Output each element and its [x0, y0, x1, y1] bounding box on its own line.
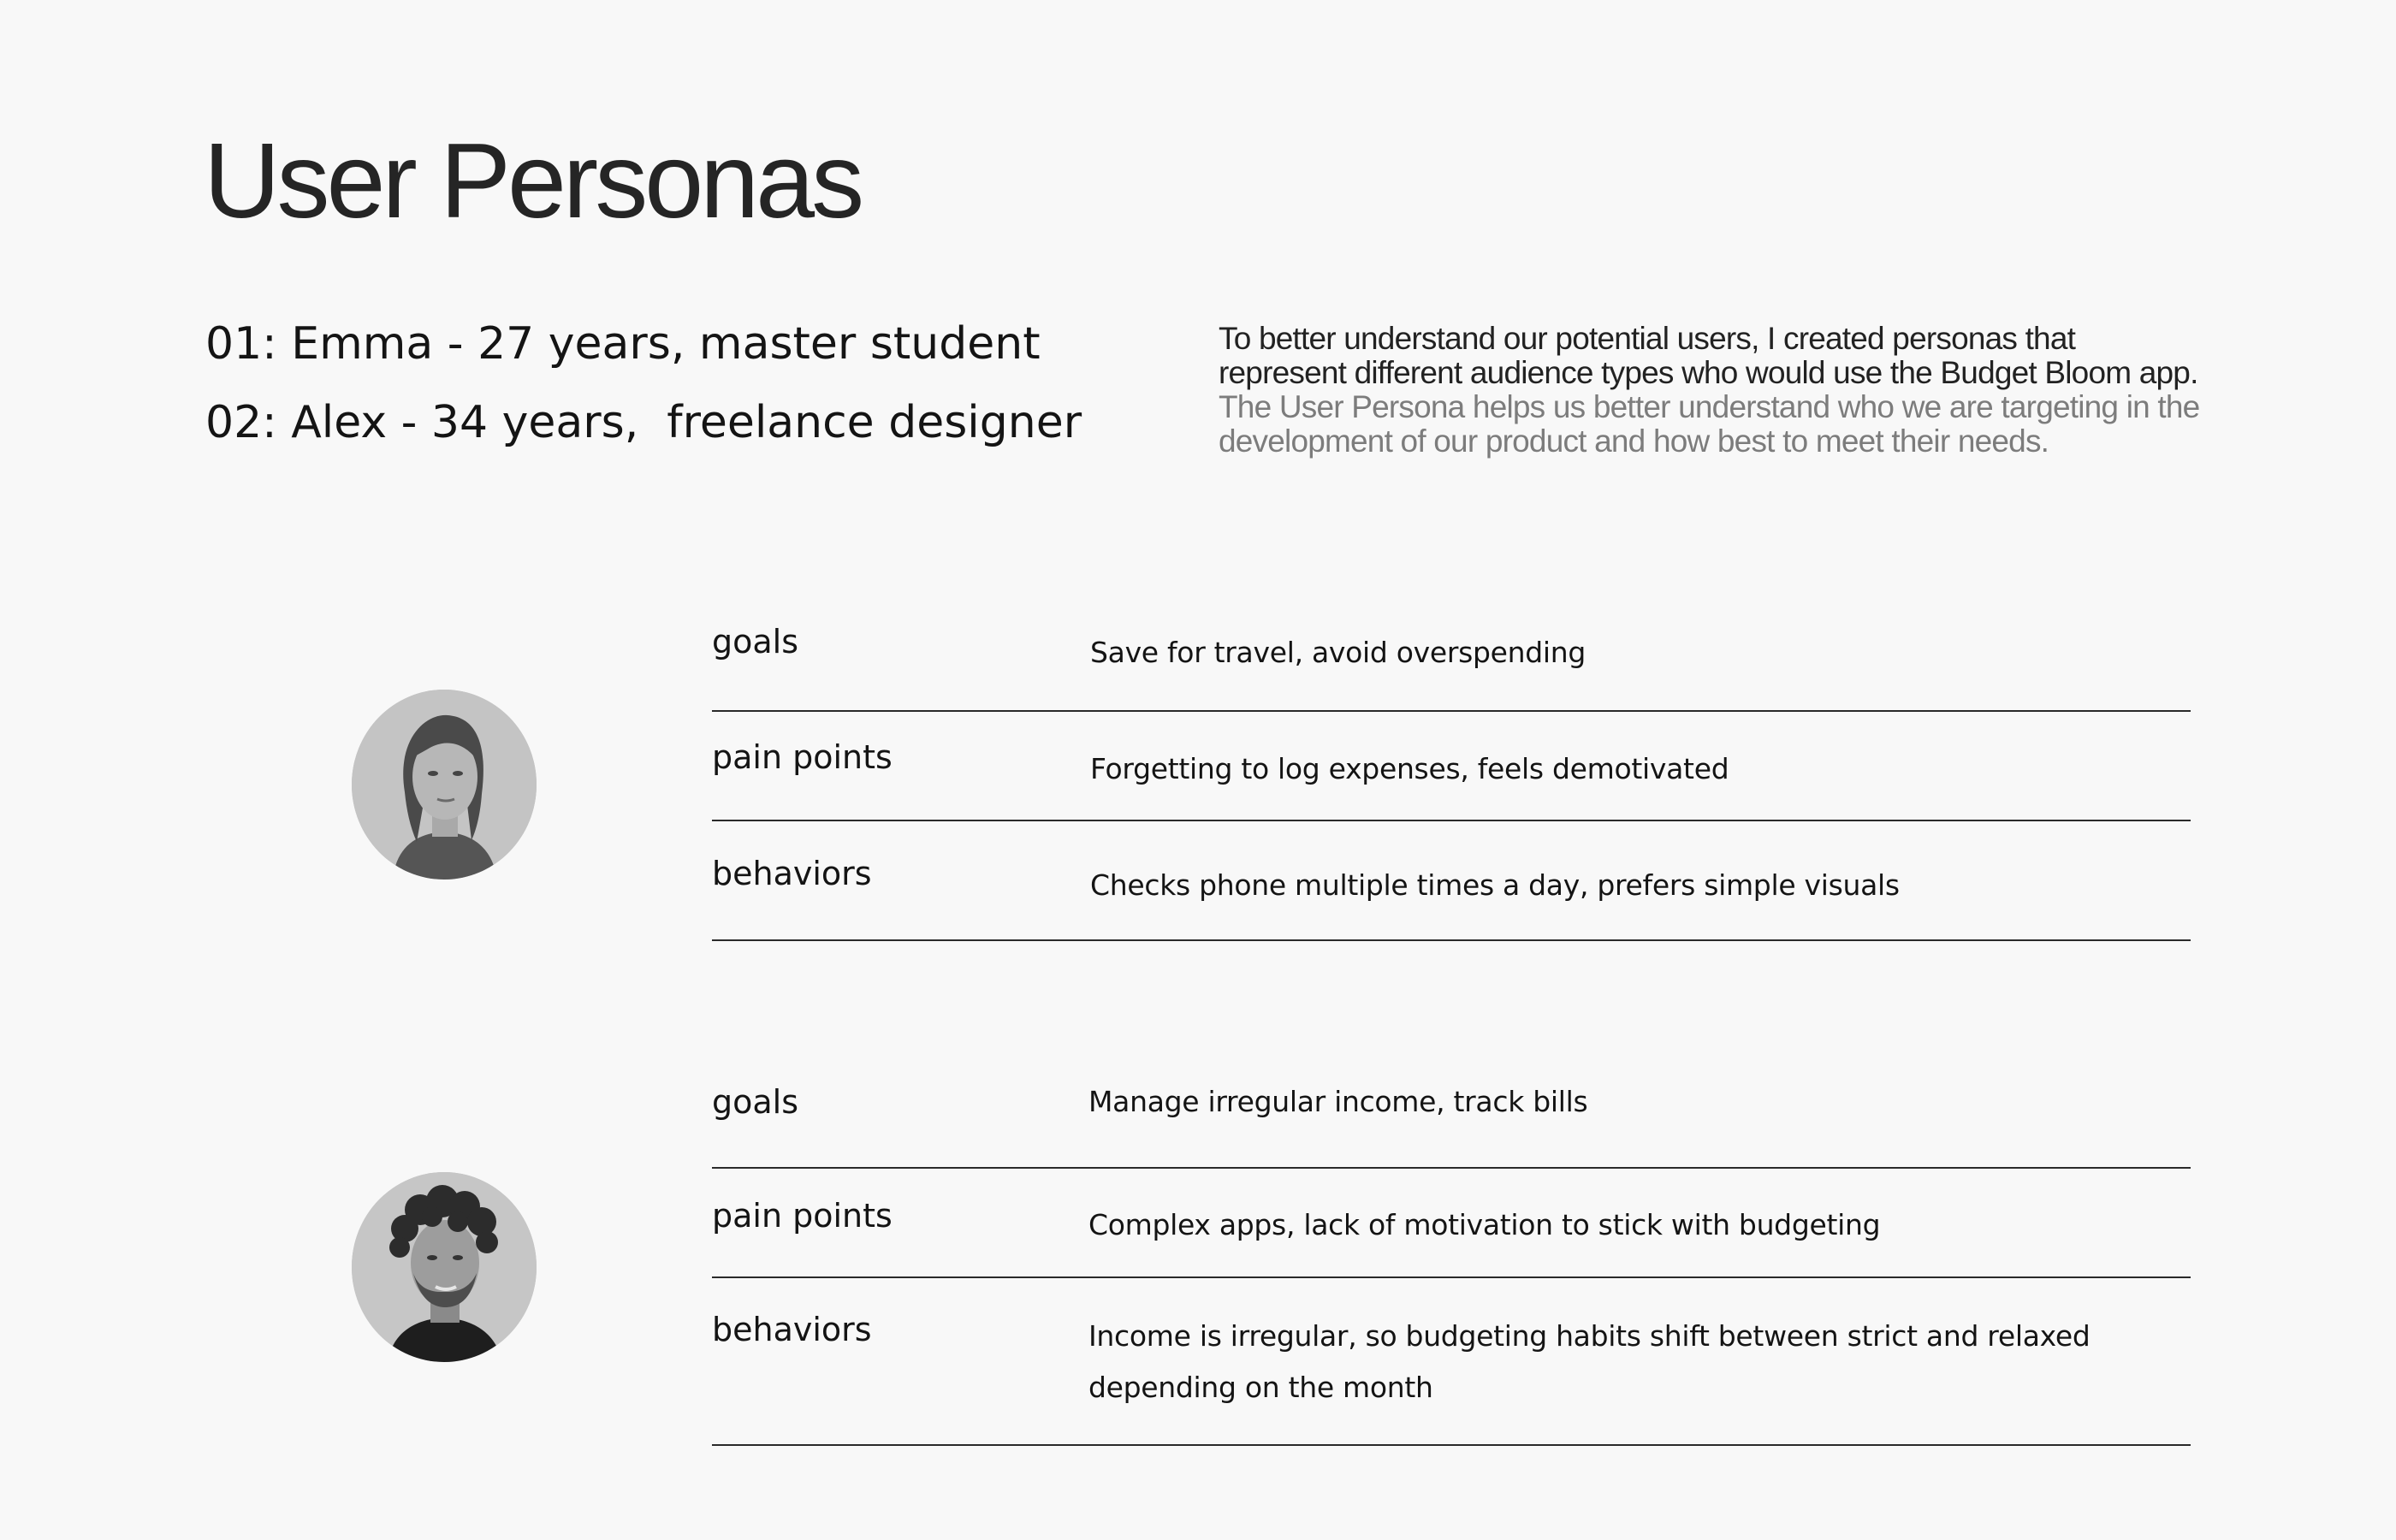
table-row [712, 1169, 2191, 1278]
persona-summary-emma: 01: Emma - 27 years, master student [205, 318, 1041, 370]
persona-alex-avatar [352, 1172, 537, 1362]
intro-paragraph [1219, 322, 2203, 459]
row-value-behaviors: Checks phone multiple times a day, prefers simple visuals [1090, 868, 1900, 902]
row-label-pain-points: pain points [712, 1197, 893, 1235]
row-label-behaviors: behaviors [712, 1311, 872, 1348]
page-title: User Personas [204, 122, 862, 240]
row-value-behaviors: Income is irregular, so budgeting habits shift between strict and relaxed depending on the month [1088, 1319, 2091, 1404]
table-row [712, 1054, 2191, 1169]
woman-portrait-icon [352, 690, 537, 880]
persona-summary-alex: 02: Alex - 34 years, freelance designer [205, 397, 1082, 448]
row-label-goals: goals [712, 623, 799, 660]
row-value-goals: Manage irregular income, track bills [1088, 1085, 1588, 1118]
row-value-pain-points: Forgetting to log expenses, feels demotivated [1090, 752, 1729, 785]
table-row [712, 712, 2191, 821]
row-value-goals: Save for travel, avoid overspending [1090, 636, 1586, 669]
man-portrait-icon [352, 1172, 537, 1362]
intro-primary-text: To better understand our potential users, I created personas that represent different audience types who would use the Budget Bloom app. [1219, 321, 2198, 390]
row-value-pain-points: Complex apps, lack of motivation to stick with budgeting [1088, 1208, 1881, 1241]
table-row [712, 599, 2191, 712]
row-label-pain-points: pain points [712, 738, 893, 776]
persona-summary-list [205, 318, 1082, 476]
row-label-goals: goals [712, 1083, 799, 1121]
persona-emma-avatar [352, 690, 537, 880]
table-row [712, 821, 2191, 941]
row-label-behaviors: behaviors [712, 855, 872, 892]
intro-secondary-text: The User Persona helps us better understand who we are targeting in the development of our product and how best to meet their needs. [1219, 389, 2200, 459]
table-row [712, 1278, 2191, 1446]
